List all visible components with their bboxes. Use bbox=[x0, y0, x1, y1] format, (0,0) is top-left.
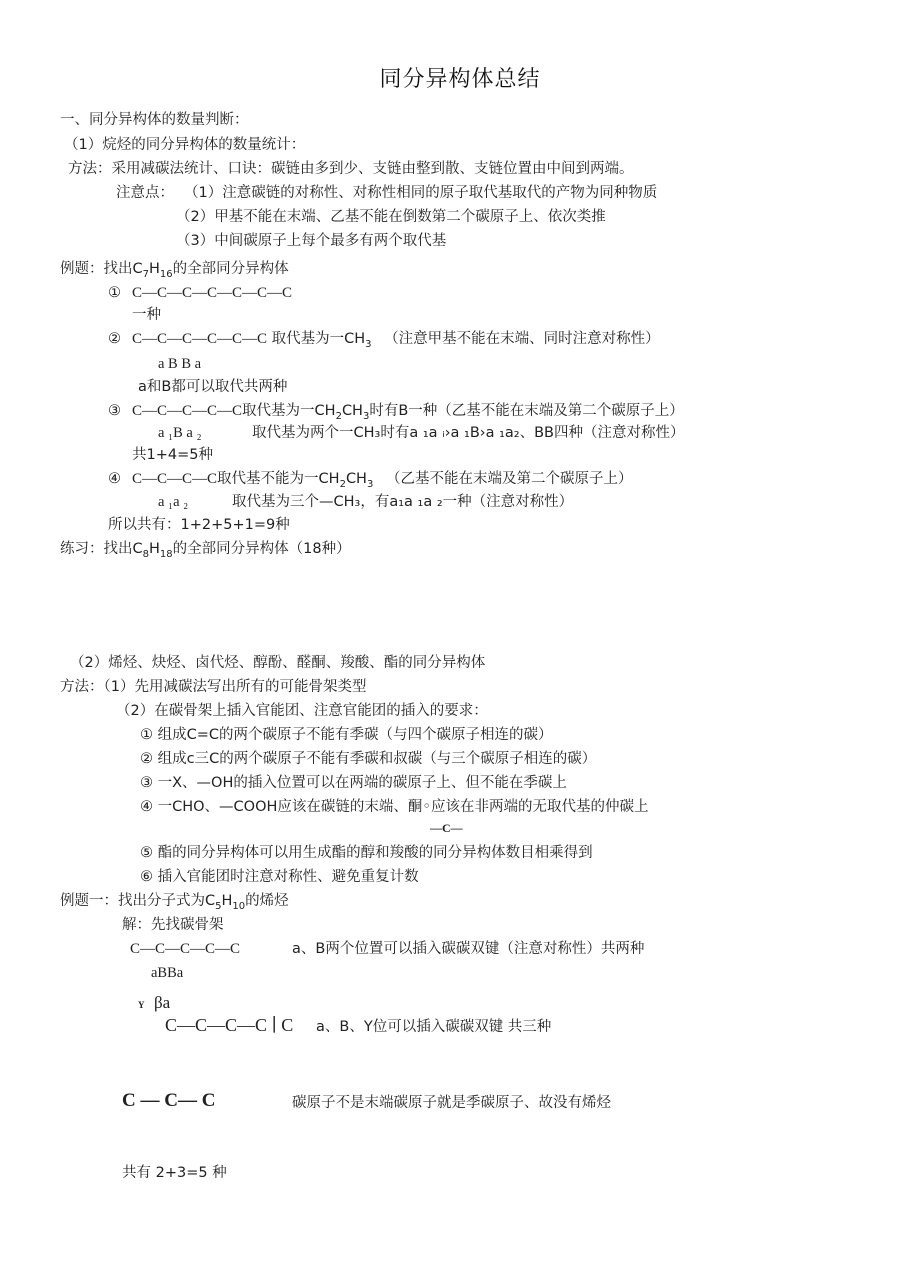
carbon-chain: C—C—C—C—C—C bbox=[132, 331, 268, 347]
case-number: ① bbox=[108, 285, 121, 301]
page-title: 同分异构体总结 bbox=[379, 67, 541, 92]
note-item: （2）甲基不能在末端、乙基不能在倒数第二个碳原子上、依次类推 bbox=[176, 209, 606, 225]
note-item: （1）注意碳链的对称性、对称性相同的原子取代基取代的产物为同种物质 bbox=[184, 185, 658, 201]
case-line bbox=[132, 402, 684, 420]
carbon-chain: C — C— C bbox=[122, 1090, 216, 1111]
text: 的全部同分异构体（18种） bbox=[172, 541, 351, 557]
text: （注意甲基不能在末端、同时注意对称性） bbox=[384, 331, 660, 347]
case-detail: 取代基为两个一CH₃时有a ₁a ᵢ›a ₁B›a ₁a₂、BB四种（注意对称性） bbox=[252, 425, 685, 441]
solution-text: 解：先找碳骨架 bbox=[122, 917, 224, 933]
subscript: 10 bbox=[232, 900, 246, 912]
carbon-chain: C—C—C—C—C bbox=[132, 403, 243, 419]
position-labels: βa bbox=[154, 993, 171, 1012]
subscript: 2 bbox=[339, 478, 346, 490]
text: 例题：找出C bbox=[60, 261, 143, 277]
rule-item: ⑥ 插入官能团时注意对称性、避免重复计数 bbox=[140, 869, 419, 885]
text: 例题一：找出分子式为C bbox=[60, 893, 216, 909]
position-label-small: Y bbox=[138, 1000, 145, 1010]
text: 时有B一种（乙基不能在末端及第二个碳原子上） bbox=[369, 403, 684, 419]
grand-total: 所以共有：1+2+5+1=9种 bbox=[108, 517, 290, 533]
position-labels: a ₁a ₂ bbox=[158, 494, 189, 510]
rule-item: ① 组成C=C的两个碳原子不能有季碳（与四个碳原子相连的碳） bbox=[140, 727, 553, 743]
carbon-chain: C—C—C—C ∣ C bbox=[165, 1015, 294, 1035]
subscript: 2 bbox=[335, 410, 342, 422]
text: 取代基为一CH bbox=[242, 403, 336, 419]
text: H bbox=[149, 541, 160, 557]
case-number: ② bbox=[108, 331, 121, 347]
subscript: 7 bbox=[142, 268, 149, 280]
subscript: 18 bbox=[159, 548, 173, 560]
rule-item: ③ 一X、—OH的插入位置可以在两端的碳原子上、但不能在季碳上 bbox=[140, 775, 567, 791]
case-result: 一种 bbox=[132, 307, 161, 323]
chain-note: a、B、Y位可以插入碳碳双键 共三种 bbox=[316, 1019, 552, 1035]
case-number: ④ bbox=[108, 471, 121, 487]
subscript: 3 bbox=[362, 410, 370, 422]
text: CH bbox=[345, 471, 367, 487]
subsection-heading: （1）烷烃的同分异构体的数量统计： bbox=[64, 137, 306, 153]
case-line bbox=[132, 330, 660, 348]
carbon-chain: C—C—C—C bbox=[132, 471, 218, 487]
method-text: 方法：（1）先用减碳法写出所有的可能骨架类型 bbox=[60, 679, 367, 695]
text: H bbox=[149, 261, 160, 277]
subscript: 5 bbox=[215, 900, 222, 912]
text: （乙基不能在末端及第二个碳原子上） bbox=[385, 471, 633, 487]
position-labels: a ₁B a ₂ bbox=[158, 425, 202, 441]
text: H bbox=[221, 893, 233, 909]
case-line bbox=[132, 470, 632, 488]
rule-item: ⑤ 酯的同分异构体可以用生成酯的醇和羧酸的同分异构体数目相乘得到 bbox=[140, 845, 593, 861]
example-heading bbox=[60, 892, 289, 910]
method-text: （2）在碳骨架上插入官能团、注意官能团的插入的要求： bbox=[116, 703, 488, 719]
subsection-heading: （2）烯烃、炔烃、卤代烃、醇酚、醛酮、羧酸、酯的同分异构体 bbox=[70, 655, 486, 671]
section-heading: 一、同分异构体的数量判断： bbox=[60, 112, 249, 128]
text: 取代基不能为一CH bbox=[217, 471, 340, 487]
text: CH bbox=[341, 403, 363, 419]
subscript: 16 bbox=[159, 268, 173, 280]
ketone-group: —C— bbox=[430, 821, 463, 835]
case-number: ③ bbox=[108, 403, 121, 419]
case-result: a和B都可以取代共两种 bbox=[138, 379, 288, 395]
subscript: 3 bbox=[366, 478, 374, 490]
example-heading bbox=[60, 260, 289, 278]
text: 练习：找出C bbox=[60, 541, 143, 557]
rule-item: ② 组成c三C的两个碳原子不能有季碳和叔碳（与三个碳原子相连的碳） bbox=[140, 751, 597, 767]
carbon-chain: C—C—C—C—C—C—C bbox=[132, 285, 293, 301]
text: 的烯烃 bbox=[245, 893, 289, 909]
case-total: 共1+4=5种 bbox=[132, 447, 213, 463]
case-detail: 取代基为三个—CH₃，有a₁a ₁a ₂一种（注意对称性） bbox=[232, 494, 574, 510]
text: 的全部同分异构体 bbox=[172, 261, 289, 277]
rule-item: ④ 一CHO、—COOH应该在碳链的末端、酮◦应该在非两端的无取代基的仲碳上 bbox=[140, 799, 649, 815]
subscript: 8 bbox=[142, 548, 149, 560]
chain-note: 碳原子不是末端碳原子就是季碳原子、故没有烯烃 bbox=[292, 1095, 611, 1111]
position-labels: aBBa bbox=[151, 965, 184, 981]
notes-label: 注意点： bbox=[116, 185, 174, 201]
position-labels: a B B a bbox=[158, 356, 202, 372]
chain-note: a、B两个位置可以插入碳碳双键（注意对称性）共两种 bbox=[292, 941, 645, 957]
method-text: 方法：采用减碳法统计、口诀：碳链由多到少、支链由整到散、支链位置由中间到两端。 bbox=[68, 161, 634, 177]
total-text: 共有 2+3=5 种 bbox=[122, 1165, 227, 1181]
subscript: 3 bbox=[365, 338, 372, 350]
note-item: （3）中间碳原子上每个最多有两个取代基 bbox=[176, 233, 447, 249]
practice-line bbox=[60, 540, 351, 558]
carbon-chain: C—C—C—C—C bbox=[130, 941, 241, 957]
text: 取代基为一CH bbox=[271, 331, 366, 347]
